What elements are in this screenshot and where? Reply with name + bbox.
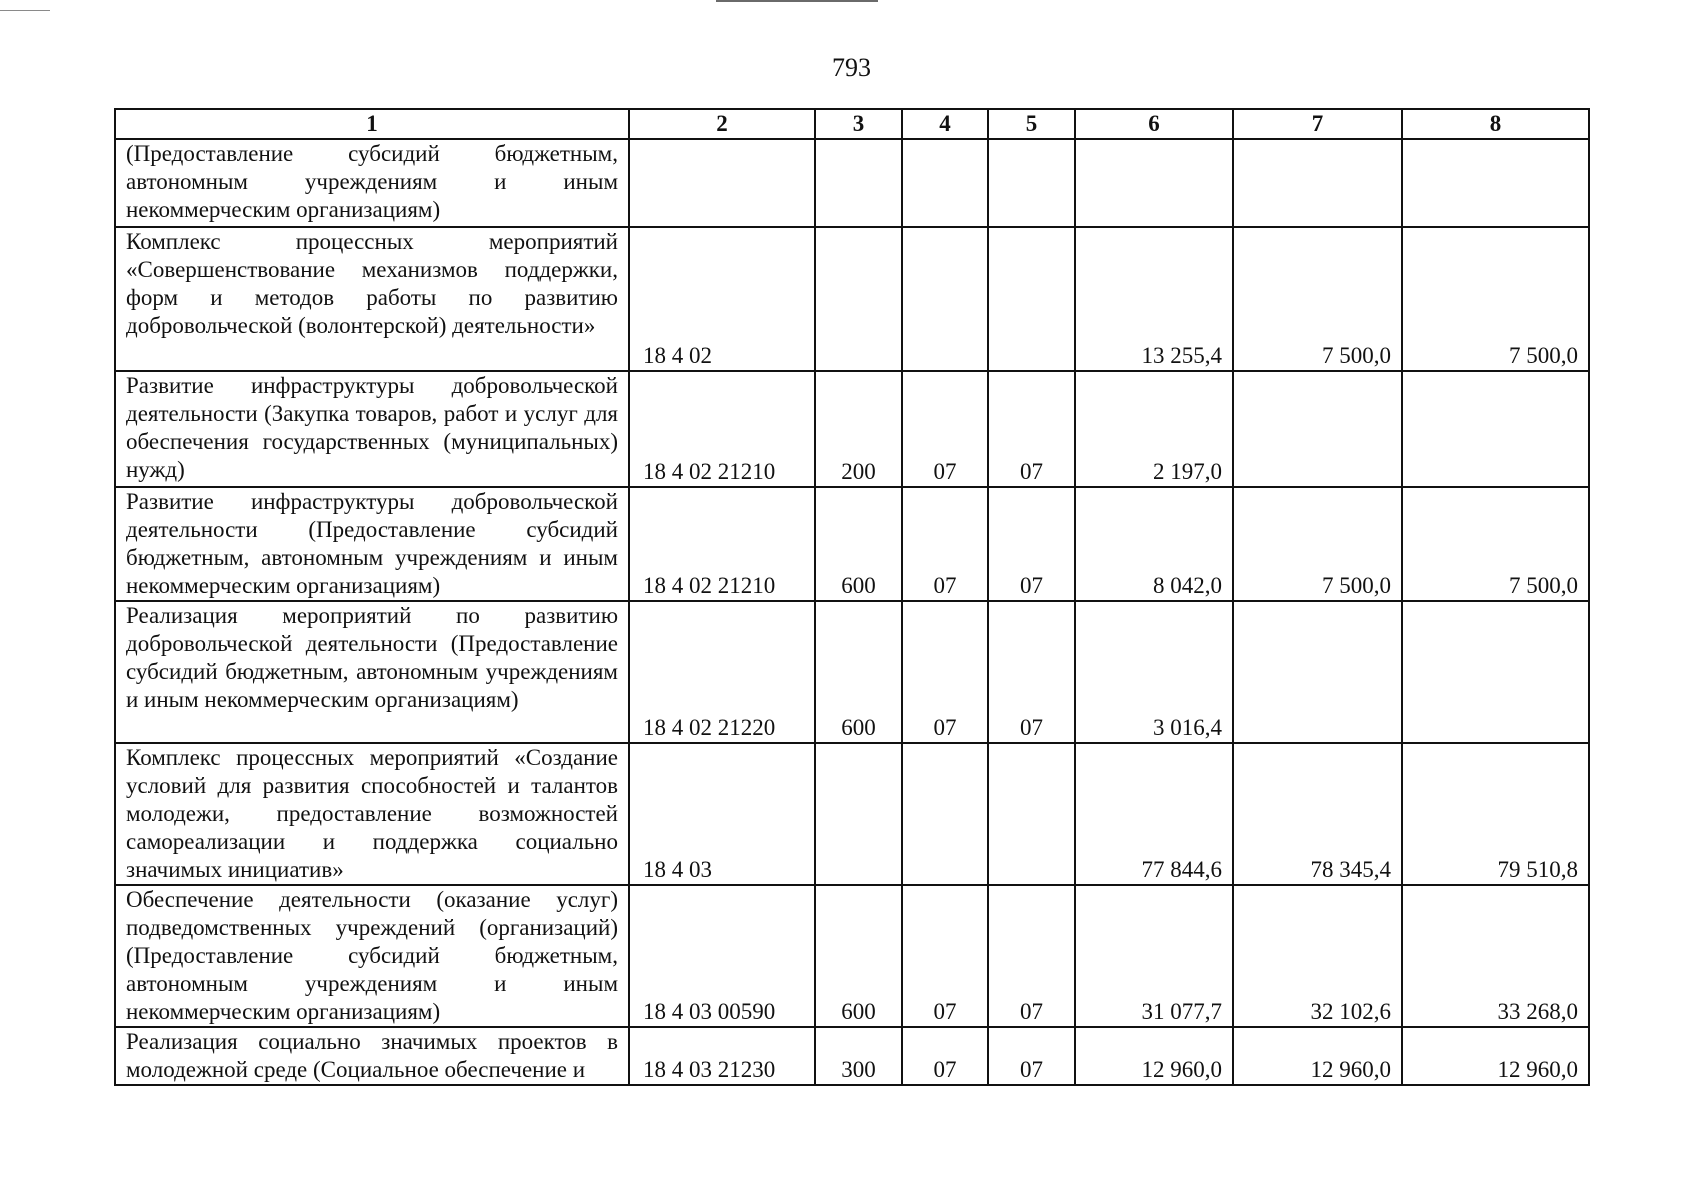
table-row bbox=[115, 487, 1589, 601]
row-col7 bbox=[1233, 139, 1402, 227]
table-row bbox=[115, 139, 1589, 227]
table-header-row bbox=[115, 109, 1589, 139]
row-col3: 600 bbox=[815, 487, 902, 601]
row-col5: 07 bbox=[988, 1027, 1075, 1085]
row-description: Реализация социально значимых проектов в молодежной среде (Социальное обеспечение и bbox=[115, 1027, 629, 1085]
row-col3 bbox=[815, 743, 902, 885]
column-header: 8 bbox=[1402, 109, 1589, 139]
row-col7: 12 960,0 bbox=[1233, 1027, 1402, 1085]
scan-artifact-line bbox=[0, 10, 50, 11]
row-code bbox=[629, 139, 815, 227]
row-col3: 300 bbox=[815, 1027, 902, 1085]
table-row bbox=[115, 1027, 1589, 1085]
page-number: 793 bbox=[832, 53, 871, 82]
row-col4 bbox=[902, 139, 988, 227]
column-header: 4 bbox=[902, 109, 988, 139]
row-description: Развитие инфраструктуры добровольческой деятельности (Предоставление субсидий бюджетным, автономным учреждениям и иным некоммерческим организациям) bbox=[115, 487, 629, 601]
row-col6: 13 255,4 bbox=[1075, 227, 1233, 371]
row-col5: 07 bbox=[988, 601, 1075, 743]
row-col4: 07 bbox=[902, 601, 988, 743]
column-header: 2 bbox=[629, 109, 815, 139]
table-row bbox=[115, 601, 1589, 743]
budget-table bbox=[114, 108, 1590, 1086]
row-col5 bbox=[988, 743, 1075, 885]
row-col5 bbox=[988, 139, 1075, 227]
table-row bbox=[115, 743, 1589, 885]
row-col8: 7 500,0 bbox=[1402, 227, 1589, 371]
row-col7 bbox=[1233, 601, 1402, 743]
row-description: (Предоставление субсидий бюджетным, автономным учреждениям и иным некоммерческим организациям) bbox=[115, 139, 629, 227]
column-header: 6 bbox=[1075, 109, 1233, 139]
row-col8: 79 510,8 bbox=[1402, 743, 1589, 885]
column-header: 3 bbox=[815, 109, 902, 139]
row-description: Комплекс процессных мероприятий «Совершенствование механизмов поддержки, форм и методов работы по развитию добровольческой (волонтерской) деятельности» bbox=[115, 227, 629, 371]
row-col3 bbox=[815, 139, 902, 227]
table-row bbox=[115, 371, 1589, 487]
row-col6: 8 042,0 bbox=[1075, 487, 1233, 601]
scan-artifact-line bbox=[716, 0, 878, 2]
row-col3: 200 bbox=[815, 371, 902, 487]
row-col5: 07 bbox=[988, 371, 1075, 487]
row-col7: 7 500,0 bbox=[1233, 487, 1402, 601]
row-col3: 600 bbox=[815, 885, 902, 1027]
row-col6: 2 197,0 bbox=[1075, 371, 1233, 487]
row-code: 18 4 02 21210 bbox=[629, 371, 815, 487]
row-description: Развитие инфраструктуры добровольческой деятельности (Закупка товаров, работ и услуг для обеспечения государственных (муниципальных) нужд) bbox=[115, 371, 629, 487]
row-col3 bbox=[815, 227, 902, 371]
table-row bbox=[115, 227, 1589, 371]
row-col8 bbox=[1402, 139, 1589, 227]
row-col4 bbox=[902, 227, 988, 371]
row-col5: 07 bbox=[988, 885, 1075, 1027]
row-col4: 07 bbox=[902, 885, 988, 1027]
row-col7 bbox=[1233, 371, 1402, 487]
budget-table-container bbox=[114, 108, 1588, 1086]
row-col4: 07 bbox=[902, 487, 988, 601]
row-col7: 7 500,0 bbox=[1233, 227, 1402, 371]
row-col8: 7 500,0 bbox=[1402, 487, 1589, 601]
row-col8 bbox=[1402, 601, 1589, 743]
row-col5 bbox=[988, 227, 1075, 371]
row-col4 bbox=[902, 743, 988, 885]
row-col6: 77 844,6 bbox=[1075, 743, 1233, 885]
row-col3: 600 bbox=[815, 601, 902, 743]
row-col6: 3 016,4 bbox=[1075, 601, 1233, 743]
row-col8: 33 268,0 bbox=[1402, 885, 1589, 1027]
column-header: 5 bbox=[988, 109, 1075, 139]
column-header: 7 bbox=[1233, 109, 1402, 139]
row-col7: 32 102,6 bbox=[1233, 885, 1402, 1027]
table-row bbox=[115, 885, 1589, 1027]
row-col6: 12 960,0 bbox=[1075, 1027, 1233, 1085]
row-code: 18 4 02 21220 bbox=[629, 601, 815, 743]
row-col5: 07 bbox=[988, 487, 1075, 601]
row-col8 bbox=[1402, 371, 1589, 487]
row-col8: 12 960,0 bbox=[1402, 1027, 1589, 1085]
row-code: 18 4 03 00590 bbox=[629, 885, 815, 1027]
row-col4: 07 bbox=[902, 371, 988, 487]
row-col7: 78 345,4 bbox=[1233, 743, 1402, 885]
row-col6: 31 077,7 bbox=[1075, 885, 1233, 1027]
row-code: 18 4 03 21230 bbox=[629, 1027, 815, 1085]
row-description: Реализация мероприятий по развитию добровольческой деятельности (Предоставление субсидий бюджетным, автономным учреждениям и иным некоммерческим организациям) bbox=[115, 601, 629, 743]
row-code: 18 4 03 bbox=[629, 743, 815, 885]
row-description: Обеспечение деятельности (оказание услуг) подведомственных учреждений (организаций) (Предоставление субсидий бюджетным, автономным учреждениям и иным некоммерческим организациям) bbox=[115, 885, 629, 1027]
row-col4: 07 bbox=[902, 1027, 988, 1085]
column-header: 1 bbox=[115, 109, 629, 139]
row-description: Комплекс процессных мероприятий «Создание условий для развития способностей и талантов молодежи, предоставление возможностей самореализации и поддержка социально значимых инициатив» bbox=[115, 743, 629, 885]
row-col6 bbox=[1075, 139, 1233, 227]
row-code: 18 4 02 21210 bbox=[629, 487, 815, 601]
row-code: 18 4 02 bbox=[629, 227, 815, 371]
